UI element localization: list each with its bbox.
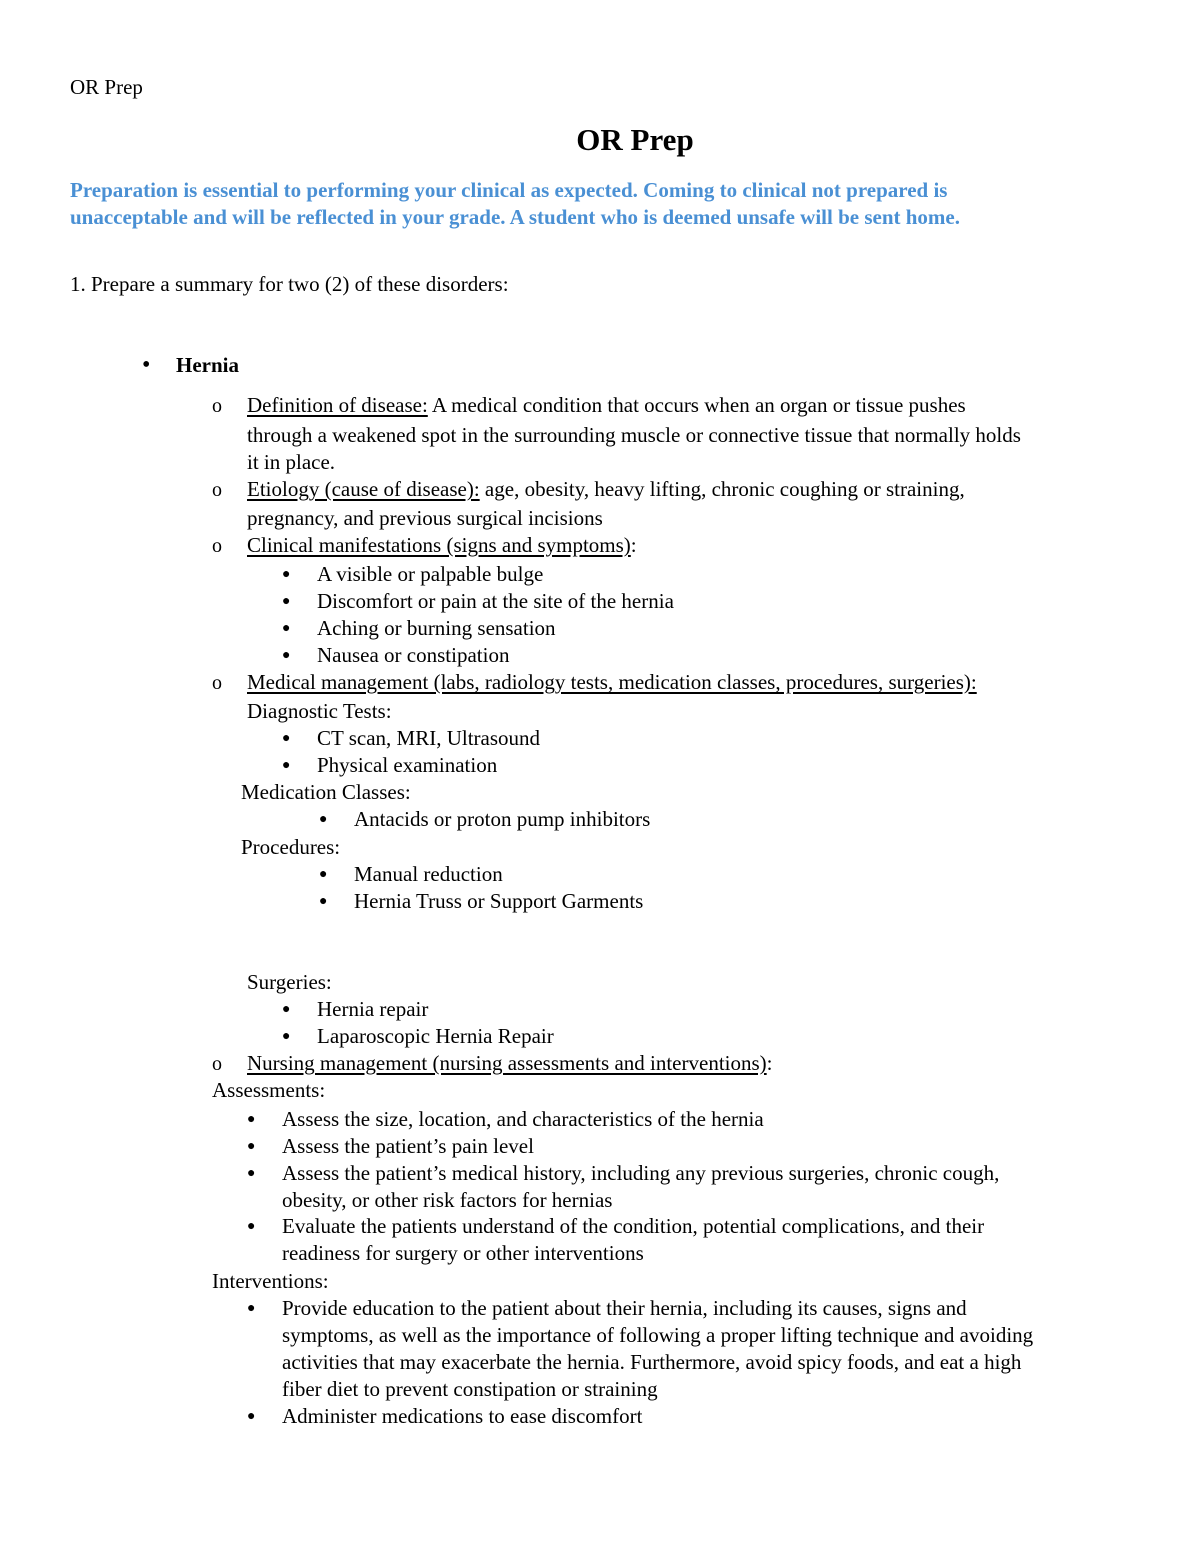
bullet: ●	[247, 1166, 256, 1181]
definition-text: A medical condition that occurs when an organ or tissue pushes	[427, 393, 966, 417]
list-item: Evaluate the patients understand of the condition, potential complications, and their	[282, 1214, 985, 1238]
medication-label: Medication Classes:	[241, 780, 411, 804]
diagnostic-label: Diagnostic Tests:	[247, 699, 392, 723]
main-bullet: •	[142, 352, 151, 378]
list-item: Administer medications to ease discomfort	[282, 1404, 643, 1428]
circle-bullet: o	[212, 479, 222, 501]
list-item: Provide education to the patient about their hernia, including its causes, signs and	[282, 1296, 967, 1320]
bullet: ●	[282, 758, 291, 773]
circle-bullet: o	[212, 395, 222, 417]
bullet: ●	[282, 731, 291, 746]
clinical-label: Clinical manifestations (signs and symptoms)	[247, 533, 631, 557]
list-item: Assess the size, location, and characteristics of the hernia	[282, 1107, 764, 1131]
warning-line-1: Preparation is essential to performing your clinical as expected. Coming to clinical not prepared is	[70, 178, 948, 202]
surgeries-label: Surgeries:	[247, 970, 332, 994]
bullet: ●	[282, 567, 291, 582]
definition-label: Definition of disease:	[247, 393, 428, 417]
circle-bullet: o	[212, 672, 222, 694]
nursing-heading	[247, 1050, 773, 1077]
list-item-continuation: activities that may exacerbate the hernia. Furthermore, avoid spicy foods, and eat a high	[282, 1350, 1022, 1374]
circle-bullet: o	[212, 535, 222, 557]
page-title: OR Prep	[576, 122, 694, 157]
clinical-colon: :	[630, 533, 637, 557]
bullet: ●	[282, 648, 291, 663]
definition-line-2: through a weakened spot in the surrounding muscle or connective tissue that normally holds	[247, 423, 1021, 447]
warning-line-2: unacceptable and will be reflected in your grade. A student who is deemed unsafe will be sent home.	[70, 205, 960, 229]
definition-line-3: it in place.	[247, 450, 336, 474]
interventions-label: Interventions:	[212, 1269, 329, 1293]
list-item: Antacids or proton pump inhibitors	[354, 807, 651, 831]
procedures-label: Procedures:	[241, 835, 341, 859]
list-item: Laparoscopic Hernia Repair	[317, 1024, 554, 1048]
list-item: A visible or palpable bulge	[317, 562, 544, 586]
medical-label: Medical management (labs, radiology tests, medication classes, procedures, surgeries):	[247, 670, 977, 694]
etiology-text: age, obesity, heavy lifting, chronic coughing or straining,	[479, 477, 965, 501]
assessments-label: Assessments:	[212, 1078, 326, 1102]
disorder-name: Hernia	[176, 353, 239, 377]
bullet: ●	[282, 1002, 291, 1017]
clinical-heading	[247, 532, 637, 559]
list-item: Assess the patient’s medical history, including any previous surgeries, chronic cough,	[282, 1161, 1000, 1185]
bullet: ●	[247, 1112, 256, 1127]
bullet: ●	[247, 1301, 256, 1316]
etiology-label: Etiology (cause of disease):	[247, 477, 480, 501]
bullet: ●	[247, 1219, 256, 1234]
list-item-continuation: fiber diet to prevent constipation or straining	[282, 1377, 658, 1401]
bullet: ●	[247, 1139, 256, 1154]
list-item-continuation: symptoms, as well as the importance of following a proper lifting technique and avoiding	[282, 1323, 1034, 1347]
list-item: Nausea or constipation	[317, 643, 510, 667]
list-item: Manual reduction	[354, 862, 503, 886]
nursing-label: Nursing management (nursing assessments and interventions)	[247, 1051, 767, 1075]
etiology-line-2: pregnancy, and previous surgical incisions	[247, 506, 603, 530]
bullet: ●	[282, 1029, 291, 1044]
list-item: Discomfort or pain at the site of the hernia	[317, 589, 674, 613]
bullet: ●	[282, 594, 291, 609]
list-item-continuation: obesity, or other risk factors for hernias	[282, 1188, 613, 1212]
list-item: Physical examination	[317, 753, 498, 777]
list-item: Aching or burning sensation	[317, 616, 556, 640]
bullet: ●	[282, 621, 291, 636]
list-item: Hernia repair	[317, 997, 429, 1021]
definition-line-1	[247, 392, 966, 419]
bullet: ●	[247, 1409, 256, 1424]
nursing-colon: :	[766, 1051, 773, 1075]
bullet: ●	[319, 894, 328, 909]
list-item: Assess the patient’s pain level	[282, 1134, 534, 1158]
bullet: ●	[319, 867, 328, 882]
bullet: ●	[319, 812, 328, 827]
etiology-line-1	[247, 476, 965, 503]
list-item-continuation: readiness for surgery or other interventions	[282, 1241, 644, 1265]
instruction: 1. Prepare a summary for two (2) of these disorders:	[70, 272, 509, 296]
circle-bullet: o	[212, 1053, 222, 1075]
list-item: CT scan, MRI, Ultrasound	[317, 726, 541, 750]
page-header: OR Prep	[70, 75, 143, 99]
list-item: Hernia Truss or Support Garments	[354, 889, 644, 913]
